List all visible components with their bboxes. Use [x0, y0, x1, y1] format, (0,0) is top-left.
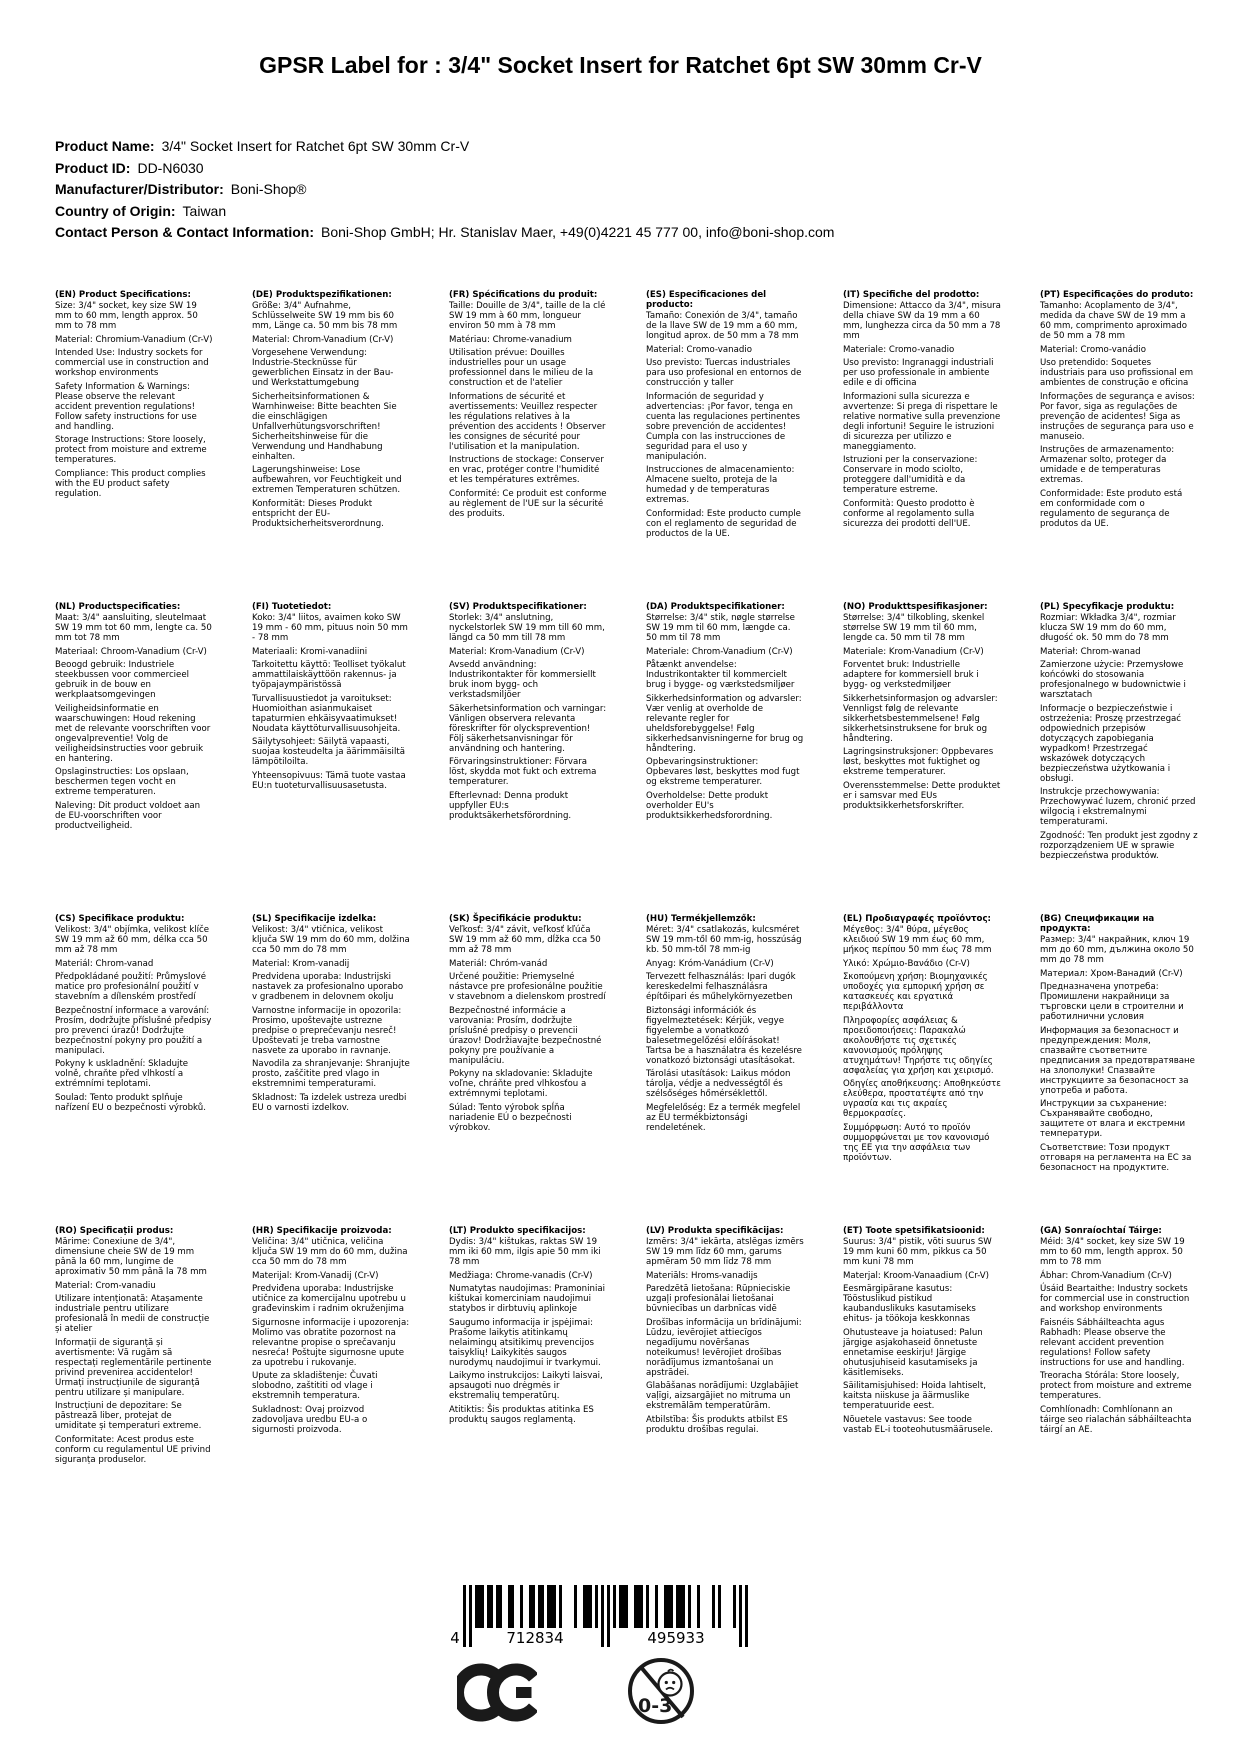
- spec-block-header: (LV) Produkta specifikācijas:: [646, 1226, 784, 1236]
- spec-grid: [55, 290, 1198, 1538]
- spec-paragraph: Soulad: Tento produkt splňuje nařízení EU o bezpečnosti výrobků.: [55, 1092, 206, 1113]
- spec-paragraph: Saugumo informacija ir įspėjimai: Prašome laikytis atitinkamų nelaimingų atsitikimų prevencijos taisyklių! Laikykitės saugos nurodymų naudojimui ir tvarkymui.: [449, 1317, 601, 1368]
- spec-block-header: (HU) Termékjellemzők:: [646, 914, 756, 924]
- spec-paragraph: Συμμόρφωση: Αυτό το προϊόν συμμορφώνεται με τον κανονισμό της ΕΕ για την ασφάλεια των προϊόντων.: [843, 1122, 990, 1163]
- spec-block-header: (FI) Tuotetiedot:: [252, 602, 332, 612]
- spec-block-header: (HR) Specifikacije proizvoda:: [252, 1226, 392, 1236]
- spec-paragraph: Zamierzone użycie: Przemysłowe końcówki do stosowania profesjonalnego w budownictwie i warsztatach: [1040, 660, 1186, 700]
- spec-paragraph: Méid: 3/4" socket, key size SW 19 mm to 60 mm, length approx. 50 mm to 78 mm: [1040, 1237, 1185, 1267]
- spec-paragraph: Conformidade: Este produto está em conformidade com o regulamento de segurança de produtos da UE.: [1040, 488, 1183, 529]
- spec-paragraph: Material: Cromo-vanadio: [646, 344, 752, 355]
- spec-paragraph: Eesmärgipärane kasutus: Tööstuslikud pistikud kaubanduslikuks kasutamiseks ehitus- ja töökoja keskkonnas: [843, 1284, 976, 1324]
- spec-paragraph: Laikymo instrukcijos: Laikyti laisvai, apsaugoti nuo drėgmės ir ekstremalių temperatūrų.: [449, 1371, 603, 1401]
- spec-paragraph: Dimensione: Attacco da 3/4", misura della chiave SW da 19 mm a 60 mm, lunghezza circa da 50 mm a 78 mm: [843, 301, 1001, 341]
- spec-paragraph: Lagerungshinweise: Lose aufbewahren, vor Feuchtigkeit und extremen Temperaturen schützen.: [252, 465, 402, 495]
- spec-block-da: [646, 602, 804, 914]
- svg-text:4: 4: [450, 1629, 460, 1647]
- spec-paragraph: Predviđena uporaba: Industrijske utičnice za komercijalnu upotrebu u građevinskim i radnim okruženjima: [252, 1284, 406, 1314]
- spec-paragraph: Varnostne informacije in opozorila: Prosimo, upoštevajte ustrezne predpise o preprečevanju nesreč! Upoštevati je treba varnostne nasvete za uporabo in ravnanje.: [252, 1005, 402, 1056]
- spec-paragraph: Naleving: Dit product voldoet aan de EU-voorschriften voor productveiligheid.: [55, 800, 201, 831]
- spec-paragraph: Pokyny na skladovanie: Skladujte voľne, chráňte pred vlhkosťou a extrémnymi teplotami.: [449, 1069, 593, 1099]
- spec-block-header: (ES) Especificaciones del producto:: [646, 290, 767, 310]
- spec-paragraph: Tamanho: Acoplamento de 3/4", medida da chave SW de 19 mm a 60 mm, comprimento aproximado de 50 mm a 78 mm: [1040, 301, 1187, 341]
- spec-paragraph: Größe: 3/4" Aufnahme, Schlüsselweite SW 19 mm bis 60 mm, Länge ca. 50 mm bis 78 mm: [252, 301, 398, 331]
- product-info-label: Product ID:: [55, 159, 131, 176]
- spec-paragraph: Veličina: 3/4" utičnica, veličina ključa SW 19 mm do 60 mm, dužina cca 50 mm do 78 mm: [252, 1237, 408, 1267]
- spec-paragraph: Size: 3/4" socket, key size SW 19 mm to 60 mm, length approx. 50 mm to 78 mm: [55, 301, 198, 331]
- spec-paragraph: Anyag: Króm-Vanádium (Cr-V): [646, 958, 774, 969]
- spec-paragraph: Materjal: Kroom-Vanaadium (Cr-V): [843, 1270, 990, 1281]
- spec-paragraph: Información de seguridad y advertencias: ¡Por favor, tenga en cuenta las regulaciones pertinentes sobre prevención de accidentes! Cumpla con las instrucciones de seguridad para el uso y manipulación.: [646, 391, 800, 462]
- spec-paragraph: Conformità: Questo prodotto è conforme al regolamento sulla sicurezza dei prodotti dell'UE.: [843, 498, 975, 529]
- page-title: GPSR Label for : 3/4" Socket Insert for Ratchet 6pt SW 30mm Cr-V: [259, 52, 982, 78]
- spec-block-nl: [55, 602, 213, 914]
- spec-paragraph: Materiál: Chrom-vanad: [55, 958, 154, 969]
- product-info-row: [55, 201, 834, 223]
- spec-paragraph: Veiligheidsinformatie en waarschuwingen: Houd rekening met de relevante voorschriften voor ongevalpreventie! Volg de veiligheidsinstructies voor gebruik en hantering.: [55, 703, 211, 764]
- spec-block-sv: [449, 602, 607, 914]
- spec-paragraph: Material: Chromium-Vanadium (Cr-V): [55, 334, 213, 345]
- spec-paragraph: Skladnost: Ta izdelek ustreza uredbi EU o varnosti izdelkov.: [252, 1092, 407, 1113]
- spec-paragraph: Informações de segurança e avisos: Por favor, siga as regulações de prevenção de acidentes! Siga as instruções de segurança para uso e manuseio.: [1040, 391, 1195, 442]
- spec-block-lt: [449, 1226, 607, 1538]
- spec-block-header: (GA) Sonraíochtaí Táirge:: [1040, 1226, 1162, 1236]
- spec-paragraph: Материал: Хром-Ванадий (Cr-V): [1040, 968, 1183, 979]
- ean-barcode: [441, 1585, 751, 1656]
- spec-paragraph: Efterlevnad: Denna produkt uppfyller EU:s produktsäkerhetsförordning.: [449, 790, 572, 821]
- spec-paragraph: Material: Crom-vanadiu: [55, 1280, 156, 1291]
- spec-paragraph: Tarkoitettu käyttö: Teolliset työkalut ammattilaiskäyttöön rakennus- ja työpajaympäristössä: [252, 660, 406, 690]
- spec-paragraph: Förvaringsinstruktioner: Förvara löst, skydda mot fukt och extrema temperaturer.: [449, 757, 597, 787]
- spec-block-header: (DA) Produktspecifikationer:: [646, 602, 785, 612]
- spec-block-header: (PL) Specyfikacje produktu:: [1040, 602, 1175, 612]
- spec-paragraph: Størrelse: 3/4" stik, nøgle størrelse SW 19 mm til 60 mm, længde ca. 50 mm til 78 mm: [646, 613, 795, 643]
- svg-text:0-3: 0-3: [638, 1695, 673, 1717]
- spec-paragraph: Comhlíonadh: Comhlíonann an táirge seo rialachán sábháilteachta táirgí an AE.: [1040, 1404, 1192, 1435]
- spec-paragraph: Safety Information & Warnings: Please observe the relevant accident prevention regulations! Follow safety instructions for use and handling.: [55, 381, 197, 432]
- spec-paragraph: Informacje o bezpieczeństwie i ostrzeżenia: Proszę przestrzegać odpowiednich przepisów dotyczących zapobiegania wypadkom! Przestrzegać wskazówek dotyczących bezpieczeństwa użytkowania i obsługi.: [1040, 703, 1182, 784]
- spec-block-header: (SL) Specifikacije izdelka:: [252, 914, 377, 924]
- spec-paragraph: Sicherheitsinformationen & Warnhinweise: Bitte beachten Sie die einschlägigen Unfallverhütungsvorschriften! Sicherheitshinweise für die Verwendung und Handhabung einhalten.: [252, 391, 397, 462]
- spec-paragraph: Instructions de stockage: Conserver en vrac, protéger contre l'humidité et les températures extrêmes.: [449, 455, 604, 485]
- spec-block-header: (EL) Προδιαγραφές προϊόντος:: [843, 914, 991, 924]
- spec-paragraph: Forventet bruk: Industrielle adaptere for kommersiell bruk i bygg- og verkstedmiljøer: [843, 660, 979, 690]
- spec-paragraph: Utilizare intenționată: Atașamente industriale pentru utilizare profesională în medii de construcție și atelier: [55, 1294, 210, 1334]
- spec-paragraph: Megfelelőség: Ez a termék megfelel az EU termékbiztonsági rendeletének.: [646, 1102, 801, 1133]
- spec-block-el: [843, 914, 1001, 1226]
- spec-paragraph: Säkerhetsinformation och varningar: Vänligen observera relevanta föreskrifter för olycksprevention! Följ säkerhetsanvisningar för användning och hantering.: [449, 703, 607, 754]
- spec-block-it: [843, 290, 1001, 602]
- spec-paragraph: Materiāls: Hroms-vanadijs: [646, 1270, 758, 1281]
- product-info-label: Manufacturer/Distributor:: [55, 181, 224, 197]
- spec-paragraph: Material: Chrom-Vanadium (Cr-V): [252, 334, 394, 345]
- spec-paragraph: Numatytas naudojimas: Pramoniniai kištukai komerciniam naudojimui statybos ir dirbtuvių aplinkoje: [449, 1284, 605, 1314]
- spec-paragraph: Pokyny k uskladnění: Skladujte volně, chraňte před vlhkostí a extrémními teplotami.: [55, 1059, 189, 1089]
- spec-paragraph: Μέγεθος: 3/4" θύρα, μέγεθος κλειδιού SW 19 mm έως 60 mm, μήκος περίπου 50 mm έως 78 mm: [843, 925, 992, 955]
- spec-paragraph: Konformität: Dieses Produkt entspricht der EU-Produktsicherheitsverordnung.: [252, 498, 384, 529]
- spec-paragraph: Sikkerhetsinformasjon og advarsler: Vennligst følg de relevante sikkerhetsbestemmelsene! Følg sikkerhetsinstruksene for bruk og håndtering.: [843, 693, 998, 744]
- spec-paragraph: Rozmiar: Wkładka 3/4", rozmiar klucza SW 19 mm do 60 mm, długość ok. 50 mm do 78 mm: [1040, 613, 1176, 643]
- product-info-row: [55, 222, 834, 244]
- spec-paragraph: Materiale: Chrom-Vanadium (Cr-V): [646, 646, 793, 657]
- spec-paragraph: Overholdelse: Dette produkt overholder EU's produktsikkerhedsforordning.: [646, 790, 773, 821]
- spec-paragraph: Предназначена употреба: Промишлени накрайници за търговски цели в строителни и работилнични условия: [1040, 982, 1184, 1022]
- spec-paragraph: Съответствие: Този продукт отговаря на регламента на ЕС за безопасност на продуктите.: [1040, 1142, 1192, 1173]
- spec-paragraph: Velikost: 3/4" objímka, velikost klíče SW 19 mm až 60 mm, délka cca 50 mm až 78 mm: [55, 925, 210, 955]
- spec-block-fi: [252, 602, 410, 914]
- spec-paragraph: Určené použitie: Priemyselné nástavce pre profesionálne použitie v stavebnom a dielenskom prostredí: [449, 972, 606, 1002]
- product-info-value: 3/4" Socket Insert for Ratchet 6pt SW 30mm Cr-V: [161, 138, 470, 154]
- spec-block-en: [55, 290, 213, 602]
- spec-paragraph: Mărime: Conexiune de 3/4", dimensiune cheie SW de 19 mm până la 60 mm, lungime de aproximativ 50 mm până la 78 mm: [55, 1237, 207, 1277]
- spec-paragraph: Material: Krom-vanadij: [252, 958, 350, 969]
- product-info-row: [55, 179, 834, 201]
- spec-paragraph: Tamaño: Conexión de 3/4", tamaño de la llave SW de 19 mm a 60 mm, longitud aprox. de 50 mm a 78 mm: [646, 311, 799, 341]
- spec-paragraph: Sigurnosne informacije i upozorenja: Molimo vas obratite pozornost na relevantne propise o sprečavanju nesreća! Poštujte sigurnosne upute za upotrebu i rukovanje.: [252, 1317, 410, 1368]
- spec-paragraph: Materiaal: Chroom-Vanadium (Cr-V): [55, 646, 207, 657]
- spec-paragraph: Velikost: 3/4" vtičnica, velikost ključa SW 19 mm do 60 mm, dolžina cca 50 mm do 78 mm: [252, 925, 410, 955]
- spec-paragraph: Storlek: 3/4" anslutning, nyckelstorlek SW 19 mm till 60 mm, längd ca 50 mm till 78 mm: [449, 613, 605, 643]
- spec-paragraph: Conformité: Ce produit est conforme au règlement de l'UE sur la sécurité des produits.: [449, 488, 607, 519]
- product-info: [55, 136, 834, 244]
- spec-block-header: (FR) Spécifications du produit:: [449, 290, 598, 300]
- spec-paragraph: Biztonsági információk és figyelmeztetések: Kérjük, vegye figyelembe a vonatkozó balesetmegelőzési előírásokat! Tartsa be a használatra és kezelésre vonatkozó biztonsági utasításokat.: [646, 1005, 802, 1066]
- spec-paragraph: Instrucciones de almacenamiento: Almacene suelto, proteja de la humedad y de temperaturas extremas.: [646, 465, 795, 505]
- spec-paragraph: Informații de siguranță și avertismente: Vă rugăm să respectați reglementările pertinente privind prevenirea accidentelor! Urmați instrucțiunile de siguranță pentru utilizare și manipulare.: [55, 1337, 212, 1398]
- spec-paragraph: Suurus: 3/4" pistik, võti suurus SW 19 mm kuni 60 mm, pikkus ca 50 mm kuni 78 mm: [843, 1237, 992, 1267]
- spec-paragraph: Conformidad: Este producto cumple con el reglamento de seguridad de productos de la UE.: [646, 508, 801, 539]
- spec-paragraph: Yhteensopivuus: Tämä tuote vastaa EU:n tuoteturvallisuusasetusta.: [252, 770, 406, 791]
- spec-paragraph: Materiale: Krom-Vanadium (Cr-V): [843, 646, 984, 657]
- spec-paragraph: Navodila za shranjevanje: Shranjujte prosto, zaščitite pred vlago in ekstremnimi temperaturami.: [252, 1059, 410, 1089]
- svg-text:495933: 495933: [647, 1629, 705, 1647]
- spec-paragraph: Οδηγίες αποθήκευσης: Αποθηκεύστε ελεύθερα, προστατέψτε από την υγρασία και τις ακραίες θερμοκρασίες.: [843, 1079, 1001, 1119]
- spec-paragraph: Intended Use: Industry sockets for commercial use in construction and workshop environments: [55, 348, 209, 378]
- spec-paragraph: Predvidena uporaba: Industrijski nastavek za profesionalno uporabo v gradbenem in delovnem okolju: [252, 972, 404, 1002]
- spec-paragraph: Paredzētā lietošana: Rūpnieciskie uzgaļi profesionālai lietošanai būvniecības un darbnīcas vidē: [646, 1284, 791, 1314]
- spec-paragraph: Izmērs: 3/4" iekārta, atslēgas izmērs SW 19 mm līdz 60 mm, garums apmēram 50 mm līdz 78 mm: [646, 1237, 804, 1267]
- spec-paragraph: Avsedd användning: Industrikontakter för kommersiellt bruk inom bygg- och verkstadsmiljöer: [449, 660, 596, 700]
- product-info-value: Taiwan: [182, 202, 227, 219]
- spec-block-de: [252, 290, 410, 602]
- spec-block-sl: [252, 914, 410, 1226]
- product-info-row: [55, 136, 834, 158]
- spec-paragraph: Materiał: Chrom-wanad: [1040, 646, 1141, 657]
- spec-paragraph: Bezpečnostní informace a varování: Prosím, dodržujte příslušné předpisy pro prevenci úrazů! Dodržujte bezpečnostní pokyny pro použití a manipulaci.: [55, 1005, 212, 1056]
- spec-paragraph: Σκοπούμενη χρήση: Βιομηχανικές υποδοχές για εμπορική χρήση σε κατασκευές και εργατικά περιβάλλοντα: [843, 972, 988, 1012]
- spec-paragraph: Instruções de armazenamento: Armazenar solto, proteger da umidade e de temperaturas extremas.: [1040, 445, 1175, 485]
- spec-paragraph: Sikkerhedsinformation og advarsler: Vær venlig at overholde de relevante regler for uheldsforebyggelse! Følg sikkerhedsanvisningerne for brug og håndtering.: [646, 693, 804, 754]
- spec-paragraph: Atitiktis: Šis produktas atitinka ES produktų saugos reglamentą.: [449, 1404, 594, 1425]
- product-info-label: Contact Person & Contact Information:: [55, 224, 315, 240]
- spec-paragraph: Tervezett felhasználás: Ipari dugók kereskedelmi felhasználásra építőipari és műhelykörnyezetben: [646, 972, 796, 1002]
- spec-paragraph: Upute za skladištenje: Čuvati slobodno, zaštititi od vlage i ekstremnih temperatura.: [252, 1371, 378, 1401]
- spec-block-header: (BG) Спецификации на продукта:: [1040, 914, 1155, 934]
- product-info-row: [55, 158, 834, 180]
- ce-mark-icon: [457, 1663, 537, 1728]
- spec-paragraph: Storage Instructions: Store loosely, protect from moisture and extreme temperatures.: [55, 435, 207, 465]
- spec-block-header: (RO) Specificații produs:: [55, 1226, 174, 1236]
- spec-paragraph: Размер: 3/4" накрайник, ключ 19 mm до 60 mm, дължина около 50 mm до 78 mm: [1040, 935, 1194, 965]
- spec-paragraph: Beoogd gebruik: Industriele steekbussen voor commercieel gebruik in de bouw en werkplaatsomgevingen: [55, 660, 190, 700]
- spec-paragraph: Istruzioni per la conservazione: Conservare in modo sciolto, proteggere dall'umidità e da temperature estreme.: [843, 455, 978, 495]
- spec-paragraph: Utilisation prévue: Douilles industrielles pour un usage professionnel dans le milieu de la construction et de l'atelier: [449, 348, 594, 388]
- spec-paragraph: Информация за безопасност и предупреждения: Моля, спазвайте съответните предписания за предотвратяване на злополуки! Спазвайте инструкциите за безопасност за употреба и работа.: [1040, 1025, 1195, 1096]
- spec-block-pt: [1040, 290, 1198, 602]
- spec-block-cs: [55, 914, 213, 1226]
- spec-block-header: (ET) Toote spetsifikatsioonid:: [843, 1226, 985, 1236]
- spec-block-header: (PT) Especificações do produto:: [1040, 290, 1194, 300]
- spec-paragraph: Taille: Douille de 3/4", taille de la clé SW 19 mm à 60 mm, longueur environ 50 mm à 78 mm: [449, 301, 606, 331]
- spec-paragraph: Påtænkt anvendelse: Industrikontakter til kommercielt brug i bygge- og værkstedsmiljøer: [646, 660, 795, 690]
- spec-paragraph: Säilitamisjuhised: Hoida lahtiselt, kaitsta niiskuse ja äärmuslike temperatuuride eest.: [843, 1381, 986, 1411]
- spec-paragraph: Uso previsto: Ingranaggi industriali per uso professionale in ambiente edile e di officina: [843, 358, 994, 388]
- spec-block-header: (EN) Product Specifications:: [55, 290, 191, 300]
- product-info-label: Product Name:: [55, 138, 155, 154]
- spec-paragraph: Opslaginstructies: Los opslaan, beschermen tegen vocht en extreme temperaturen.: [55, 767, 189, 797]
- spec-block-es: [646, 290, 804, 602]
- spec-paragraph: Súlad: Tento výrobok spĺňa nariadenie EÚ o bezpečnosti výrobkov.: [449, 1102, 572, 1133]
- product-info-label: Country of Origin:: [55, 202, 176, 219]
- spec-paragraph: Méret: 3/4" csatlakozás, kulcsméret SW 19 mm-től 60 mm-ig, hosszúság kb. 50 mm-től 78 mm-ig: [646, 925, 802, 955]
- spec-paragraph: Materiaali: Kromi-vanadiini: [252, 646, 368, 657]
- spec-paragraph: Materiál: Chróm-vanád: [449, 958, 548, 969]
- spec-paragraph: Opbevaringsinstruktioner: Opbevares løst, beskyttes mod fugt og ekstreme temperaturer.: [646, 757, 800, 787]
- spec-paragraph: Turvallisuustiedot ja varoitukset: Huomioithan asianmukaiset tapaturmien ehkäisyvaatimukset! Noudata käyttöturvallisuusohjeita.: [252, 693, 401, 734]
- product-info-value: Boni-Shop®: [230, 181, 307, 197]
- spec-paragraph: Størrelse: 3/4" tilkobling, skenkel størrelse SW 19 mm til 60 mm, lengde ca. 50 mm til 78 mm: [843, 613, 985, 643]
- spec-block-header: (NL) Productspecificaties:: [55, 602, 181, 612]
- product-info-value: Boni-Shop GmbH; Hr. Stanislav Maer, +49(0)4221 45 777 00, info@boni-shop.com: [321, 224, 835, 240]
- spec-paragraph: Υλικό: Χρώμιο-Βανάδιο (Cr-V): [843, 958, 970, 969]
- spec-paragraph: Drošības informācija un brīdinājumi: Lūdzu, ievērojiet attiecīgos negadījumu novēršanas noteikumus! Ievērojiet drošības norādījumus izmantošanai un apstrādei.: [646, 1317, 802, 1378]
- spec-paragraph: Инструкции за съхранение: Съхранявайте свободно, защитете от влага и екстремни температури.: [1040, 1099, 1186, 1139]
- spec-paragraph: Uso pretendido: Soquetes industriais para uso profissional em ambientes de construção e oficina: [1040, 358, 1194, 388]
- spec-block-pl: [1040, 602, 1198, 914]
- spec-block-hu: [646, 914, 804, 1226]
- spec-paragraph: Ohutusteave ja hoiatused: Palun järgige asjakohaseid õnnetuste ennetamise eeskirju! Järgige ohutusjuhiseid kasutamiseks ja käsitlemiseks.: [843, 1327, 983, 1378]
- spec-paragraph: Material: Cromo-vanádio: [1040, 344, 1146, 355]
- spec-paragraph: Tárolási utasítások: Laikus módon tárolja, védje a nedvességtől és szélsőséges hőmérséklettől.: [646, 1069, 791, 1099]
- spec-paragraph: Instrucțiuni de depozitare: Se păstrează liber, protejat de umiditate și temperaturi extreme.: [55, 1401, 202, 1431]
- spec-block-et: [843, 1226, 1001, 1538]
- spec-block-header: (LT) Produkto specifikacijos:: [449, 1226, 586, 1236]
- spec-paragraph: Atbilstība: Šis produkts atbilst ES produktu drošības regulai.: [646, 1414, 788, 1435]
- spec-paragraph: Koko: 3/4" liitos, avaimen koko SW 19 mm - 60 mm, pituus noin 50 mm - 78 mm: [252, 613, 408, 643]
- spec-paragraph: Uso previsto: Tuercas industriales para uso profesional en entornos de construcción y taller: [646, 358, 802, 388]
- spec-paragraph: Glabāšanas norādījumi: Uzglabājiet vaļīgi, aizsargājiet no mitruma un ekstremālām temperatūrām.: [646, 1381, 799, 1411]
- spec-block-header: (CS) Specifikace produktu:: [55, 914, 185, 924]
- spec-paragraph: Compliance: This product complies with the EU product safety regulation.: [55, 468, 206, 499]
- spec-paragraph: Material: Krom-Vanadium (Cr-V): [449, 646, 585, 657]
- spec-paragraph: Faisnéis Sábháilteachta agus Rabhadh: Please observe the relevant accident prevention regulations! Follow safety instructions for use and handling.: [1040, 1317, 1185, 1368]
- product-info-value: DD-N6030: [137, 159, 204, 176]
- spec-paragraph: Vorgesehene Verwendung: Industrie-Stecknüsse für gewerblichen Einsatz in der Bau- und Werkstattumgebung: [252, 348, 394, 388]
- spec-paragraph: Conformitate: Acest produs este conform cu regulamentul UE privind siguranța produselor.: [55, 1434, 211, 1465]
- spec-paragraph: Zgodność: Ten produkt jest zgodny z rozporządzeniem UE w sprawie bezpieczeństwa produktów.: [1040, 830, 1198, 861]
- spec-block-lv: [646, 1226, 804, 1538]
- spec-paragraph: Dydis: 3/4" kištukas, raktas SW 19 mm iki 60 mm, ilgis apie 50 mm iki 78 mm: [449, 1237, 601, 1267]
- spec-paragraph: Informazioni sulla sicurezza e avvertenze: Si prega di rispettare le relative normative sulla prevenzione degli infortuni! Seguire le istruzioni di sicurezza per utilizzo e maneggiamento.: [843, 391, 1001, 452]
- spec-paragraph: Säilytysohjeet: Säilytä vapaasti, suojaa kosteudelta ja äärimmäisiltä lämpötiloilta.: [252, 737, 405, 767]
- spec-block-no: [843, 602, 1001, 914]
- spec-paragraph: Lagringsinstruksjoner: Oppbevares løst, beskyttes mot fuktighet og ekstreme temperaturer.: [843, 747, 994, 777]
- spec-paragraph: Materiale: Cromo-vanadio: [843, 344, 955, 355]
- spec-paragraph: Maat: 3/4" aansluiting, sleutelmaat SW 19 mm tot 60 mm, lengte ca. 50 mm tot 78 mm: [55, 613, 212, 643]
- spec-block-header: (IT) Specifiche del prodotto:: [843, 290, 980, 300]
- spec-block-bg: [1040, 914, 1198, 1226]
- spec-paragraph: Πληροφορίες ασφάλειας & προειδοποιήσεις: Παρακαλώ ακολουθήστε τις σχετικές κανονισμούς πρόληψης ατυχημάτων! Τηρήστε τις οδηγίες ασφαλείας για χρήση και χειρισμό.: [843, 1015, 994, 1076]
- spec-paragraph: Informations de sécurité et avertissements: Veuillez respecter les régulations relatives à la prévention des accidents ! Observer les consignes de sécurité pour l'utilisation et la manipulation.: [449, 391, 606, 452]
- spec-block-sk: [449, 914, 607, 1226]
- spec-block-header: (DE) Produktspezifikationen:: [252, 290, 392, 300]
- spec-paragraph: Overensstemmelse: Dette produktet er i samsvar med EUs produktsikkerhetsforskrifter.: [843, 780, 1001, 811]
- spec-paragraph: Bezpečnostné informácie a varovania: Prosím, dodržujte príslušné predpisy o prevencii úrazov! Dodržiavajte bezpečnostné pokyny pre používanie a manipuláciu.: [449, 1005, 602, 1066]
- spec-block-ro: [55, 1226, 213, 1538]
- spec-block-hr: [252, 1226, 410, 1538]
- spec-paragraph: Ábhar: Chrom-Vanadium (Cr-V): [1040, 1270, 1172, 1281]
- spec-paragraph: Úsáid Beartaithe: Industry sockets for commercial use in construction and workshop environments: [1040, 1284, 1190, 1314]
- svg-text:712834: 712834: [506, 1629, 564, 1647]
- spec-block-header: (SV) Produktspecifikationer:: [449, 602, 587, 612]
- spec-block-fr: [449, 290, 607, 602]
- spec-paragraph: Instrukcje przechowywania: Przechowywać luzem, chronić przed wilgocią i ekstremalnymi temperaturami.: [1040, 787, 1196, 827]
- spec-block-ga: [1040, 1226, 1198, 1538]
- spec-paragraph: Veľkosť: 3/4" závit, veľkosť kľúča SW 19 mm až 60 mm, dĺžka cca 50 mm až 78 mm: [449, 925, 601, 955]
- spec-paragraph: Treoracha Stórála: Store loosely, protect from moisture and extreme temperatures.: [1040, 1371, 1192, 1401]
- spec-paragraph: Materijal: Krom-Vanadij (Cr-V): [252, 1270, 379, 1281]
- spec-paragraph: Sukladnost: Ovaj proizvod zadovoljava uredbu EU-a o sigurnosti proizvoda.: [252, 1404, 368, 1435]
- age-warning-0-3-icon: [628, 1655, 694, 1732]
- spec-paragraph: Medžiaga: Chrome-vanadis (Cr-V): [449, 1270, 593, 1281]
- spec-paragraph: Matériau: Chrome-vanadium: [449, 334, 572, 345]
- spec-paragraph: Předpokládané použití: Průmyslové matice pro profesionální použití v stavebním a dílenském prostředí: [55, 972, 207, 1002]
- spec-paragraph: Nõuetele vastavus: See toode vastab EL-i tooteohutusmäärusele.: [843, 1414, 993, 1435]
- spec-block-header: (SK) Špecifikácie produktu:: [449, 914, 582, 924]
- spec-block-header: (NO) Produkttspesifikasjoner:: [843, 602, 988, 612]
